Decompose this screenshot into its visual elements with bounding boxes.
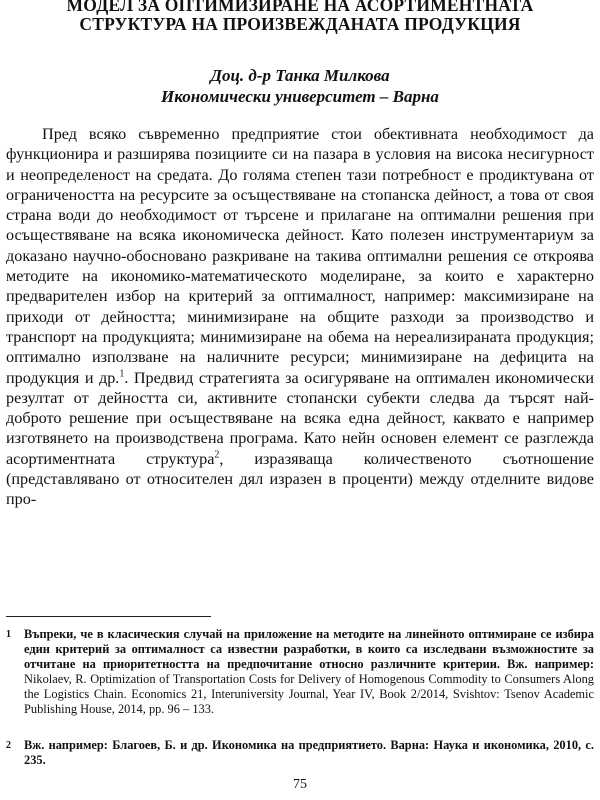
footnote-number: 1: [6, 629, 11, 640]
page-number: 75: [293, 777, 307, 792]
author-name: Доц. д-р Танка Милкова: [210, 66, 390, 85]
title-line-1: МОДЕЛ ЗА ОПТИМИЗИРАНЕ НА АСОРТИМЕНТНАТА: [66, 0, 534, 15]
footnote-text-regular: Nikolaev, R. Optimization of Transportation Costs for Delivery of Homogenous Commodity to Consumers Along the Logistics Chain. Economics 21, Interuniversity Journal, Year IV, Book 2/2014, Svishtov: Tsenov Academic Publishing House, 2014, pp. 96 – 133.: [24, 672, 594, 716]
paragraph-text-2: . Предвид стратегията за осигуряване на оптимален икономически резултат от дейността си, активните стопански субекти следва да търсят най-доброто решение при осъществяване на всяка една дейност, каквато е например изготвянето на производствена програма. Като нейн основен елемент се разглежда асортиментната структура: [6, 368, 595, 468]
title-line-2: СТРУКТУРА НА ПРОИЗВЕЖДАНАТА ПРОДУКЦИЯ: [79, 14, 521, 34]
footnote-text: [24, 738, 594, 768]
footnote-2: [0, 738, 594, 768]
footnote-separator: [6, 616, 211, 617]
footnote-ref-2: 2: [214, 449, 220, 461]
paragraph-text-3: , изразяваща количественото съотношение (представлявано от относителен дял изразен в проценти) между отделните видове про-: [6, 449, 594, 509]
footnote-text-bold: Вж. например: Благоев, Б. и др. Икономика на предприятието. Варна: Наука и икономика, 2010, с. 235.: [24, 738, 594, 767]
paragraph-text-1: Пред всяко съвременно предприятие стои обективната необходимост да функционира и разширява позициите си на пазара в условия на висока несигурност и неопределеност на средата. До голяма степен тази потребност е продиктувана от ограничеността на ресурсите за осъществяване на стопанска дейност, а това от своя страна води до необходимост от търсене и прилагане на оптимални решения при осъществяване на всяка икономическа дейност. Като полезен инструментариум за доказано научно-обосновано разкриване на такива оптимални решения се откроява методите на икономико-математическото моделиране, за които е характерно предварителен избор на критерий за оптималност, например: максимизиране на приходи от дейността; минимизиране на общите разходи за производство и транспорт на продукцията; минимизиране на обема на нереализираната продукция; оптимално използване на наличните ресурси; минимизиране на дефицита на продукция и др.: [6, 125, 594, 387]
paragraph: [6, 124, 594, 510]
footnote-text: [24, 627, 594, 717]
footnote-number: 2: [6, 740, 11, 751]
body-text: [6, 124, 594, 510]
footnote-text-bold: Въпреки, че в класическия случай на приложение на методите на линейното оптимиране се избира един критерий за оптималност са известни разработки, в които са изследвани възможностите за отчитане на приоритетността на предпочитание относно различните критерии. Вж. например:: [24, 627, 594, 671]
author-affiliation: Икономически университет – Варна: [161, 87, 439, 106]
footnote-ref-1: 1: [119, 368, 125, 380]
footnote-1: [0, 627, 594, 717]
